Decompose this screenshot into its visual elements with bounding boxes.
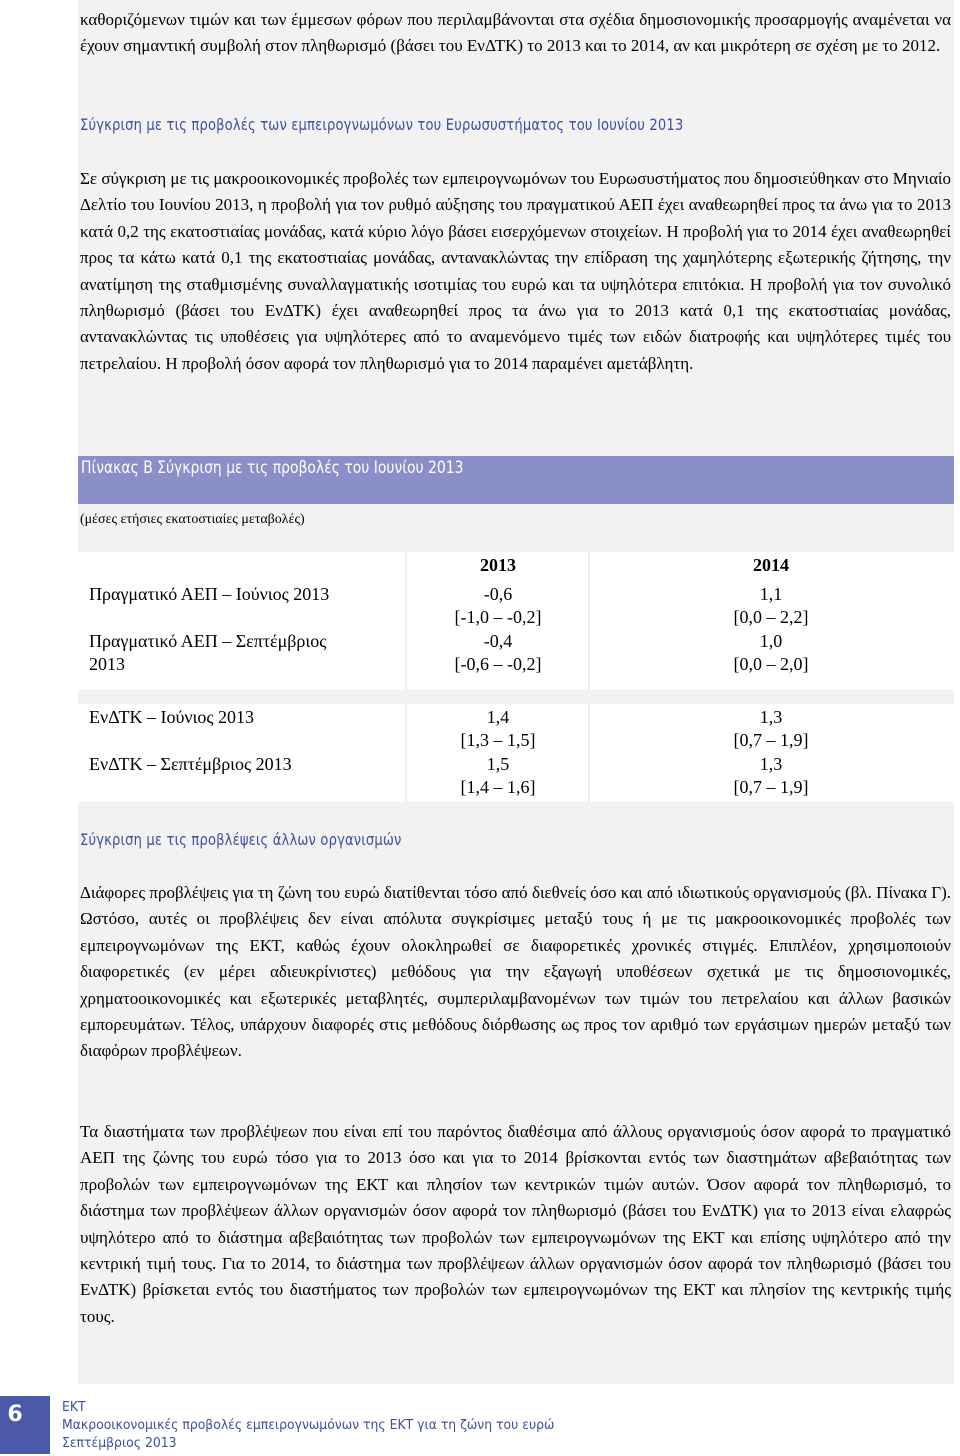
- section-heading-other-organisations: Σύγκριση με τις προβλέψεις άλλων οργανισμών: [80, 830, 402, 849]
- range-2013: [1,3 – 1,5]: [460, 730, 536, 750]
- footer-publisher: ΕΚΤ: [62, 1399, 86, 1415]
- table-divider: [405, 552, 407, 690]
- value-2013: 1,4: [486, 707, 510, 727]
- range-2013: [1,4 – 1,6]: [460, 777, 536, 797]
- value-2014: 1,3: [759, 707, 783, 727]
- june-comparison-paragraph: Σε σύγκριση με τις μακροοικονομικές προβολές των εμπειρογνωμόνων του Ευρωσυστήματος που δημοσιεύθηκαν στο Μηνιαίο Δελτίο του Ιουνίου 2013, η προβολή για τον ρυθμό αύξησης του πραγματικού ΑΕΠ έχει αναθεωρηθεί προς τα άνω για το 2013 κατά 0,2 της εκατοστιαίας μονάδας, κατά κύριο λόγο βάσει εισερχόμενων στοιχείων. Η προβολή για το 2014 έχει αναθεωρηθεί προς τα κάτω κατά 0,1 της εκατοστιαίας μονάδας, αντανακλώντας την επίδραση της χαμηλότερης εξωτερικής ζήτησης, την ανατίμηση της σταθμισμένης συναλλαγματικής ισοτιμίας του ευρώ και τα υψηλότερα επιτόκια. Η προβολή για τον συνολικό πληθωρισμό (βάσει του ΕνΔΤΚ) έχει αναθεωρηθεί προς τα άνω για το 2013 κατά 0,1 της εκατοστιαίας μονάδας, αντανακλώντας τις υποθέσεις για υψηλότερες από το αναμενόμενο τιμές των ειδών διατροφής και υψηλότερες τιμές του πετρελαίου. Η προβολή όσον αφορά τον πληθωρισμό για το 2014 παραμένει αμετάβλητη.: [80, 169, 951, 373]
- value-2013: -0,6: [483, 584, 513, 604]
- value-2014: 1,3: [759, 754, 783, 774]
- table-b-note: (μέσες ετήσιες εκατοστιαίες μεταβολές): [80, 512, 305, 527]
- row-label: ΕνΔΤΚ – Ιούνιος 2013: [89, 707, 254, 727]
- row-label: ΕνΔΤΚ – Σεπτέμβριος 2013: [89, 754, 292, 774]
- range-2014: [0,7 – 1,9]: [733, 730, 809, 750]
- value-2013: -0,4: [483, 631, 513, 651]
- page-number: 6: [7, 1402, 23, 1427]
- range-2014: [0,7 – 1,9]: [733, 777, 809, 797]
- column-header-2014: 2014: [753, 555, 789, 575]
- range-2013: [-1,0 – -0,2]: [454, 607, 542, 627]
- row-label-continued: 2013: [89, 654, 125, 674]
- range-2014: [0,0 – 2,2]: [733, 607, 809, 627]
- footer-publication-title: Μακροοικονομικές προβολές εμπειρογνωμόνων της ΕΚΤ για τη ζώνη του ευρώ: [62, 1417, 555, 1433]
- other-forecasts-paragraph: Διάφορες προβλέψεις για τη ζώνη του ευρώ διατίθενται τόσο από διεθνείς όσο και από ιδιωτικούς οργανισμούς (βλ. Πίνακα Γ). Ωστόσο, αυτές οι προβλέψεις δεν είναι απόλυτα συγκρίσιμες μεταξύ τους ή με τις μακροοικονομικές προβολές των εμπειρογνωμόνων της ΕΚΤ, καθώς έχουν ολοκληρωθεί σε διαφορετικές χρονικές στιγμές. Επιπλέον, χρησιμοποιούν διαφορετικές (εν μέρει αδιευκρίνιστες) μεθόδους για την εξαγωγή υποθέσεων σχετικά με τις δημοσιονομικές, χρηματοοικονομικές και εξωτερικές μεταβλητές, συμπεριλαμβανομένων των τιμών του πετρελαίου και άλλων βασικών εμπορευμάτων. Τέλος, υπάρχουν διαφορές στις μεθόδους διόρθωσης ως προς τον αριθμό των εργάσιμων ημερών μεταξύ των διαφόρων προβλέψεων.: [80, 883, 951, 1061]
- table-b-title: Πίνακας Β Σύγκριση με τις προβολές του Ιουνίου 2013: [81, 458, 464, 478]
- table-divider: [588, 704, 590, 802]
- value-2014: 1,1: [759, 584, 783, 604]
- value-2014: 1,0: [759, 631, 783, 651]
- row-label: Πραγματικό ΑΕΠ – Ιούνιος 2013: [89, 584, 330, 604]
- value-2013: 1,5: [486, 754, 510, 774]
- intro-paragraph: καθοριζόμενων τιμών και των έμμεσων φόρων που περιλαμβάνονται στα σχέδια δημοσιονομικής προσαρμογής αναμένεται να έχουν σημαντική συμβολή στον πληθωρισμό (βάσει του ΕνΔΤΚ) το 2013 και το 2014, αν και μικρότερη σε σχέση με το 2012.: [80, 10, 951, 56]
- row-label: Πραγματικό ΑΕΠ – Σεπτέμβριος: [89, 631, 327, 651]
- column-header-2013: 2013: [480, 555, 516, 575]
- table-b-banner: [78, 456, 954, 504]
- table-divider: [588, 552, 590, 690]
- table-divider: [405, 704, 407, 802]
- forecast-ranges-paragraph: Τα διαστήματα των προβλέψεων που είναι επί του παρόντος διαθέσιμα από άλλους οργανισμούς όσον αφορά το πραγματικό ΑΕΠ της ζώνης του ευρώ τόσο για το 2013 όσο και για το 2014 βρίσκονται εντός των διαστημάτων αβεβαιότητας των προβολών των εμπειρογνωμόνων της ΕΚΤ και πλησίον των κεντρικών τιμών αυτών. Όσον αφορά τον πληθωρισμό, το διάστημα των προβλέψεων άλλων οργανισμών όσον αφορά τον πληθωρισμό (βάσει του ΕνΔΤΚ) για το 2013 είναι ελαφρώς υψηλότερο από το διάστημα αβεβαιότητας των προβολών των εμπειρογνωμόνων της ΕΚΤ και επίσης υψηλότερο από την κεντρική τιμή τους. Για το 2014, το διάστημα των προβλέψεων άλλων οργανισμών όσον αφορά τον πληθωρισμό (βάσει του ΕνΔΤΚ) βρίσκεται εντός του διαστήματος των προβολών των εμπειρογνωμόνων της ΕΚΤ και πλησίον της κεντρικής τιμής τους.: [80, 1122, 951, 1326]
- range-2014: [0,0 – 2,0]: [733, 654, 809, 674]
- footer-date: Σεπτέμβριος 2013: [62, 1435, 177, 1451]
- range-2013: [-0,6 – -0,2]: [454, 654, 542, 674]
- section-heading-june-comparison: Σύγκριση με τις προβολές των εμπειρογνωμόνων του Ευρωσυστήματος του Ιουνίου 2013: [80, 115, 684, 134]
